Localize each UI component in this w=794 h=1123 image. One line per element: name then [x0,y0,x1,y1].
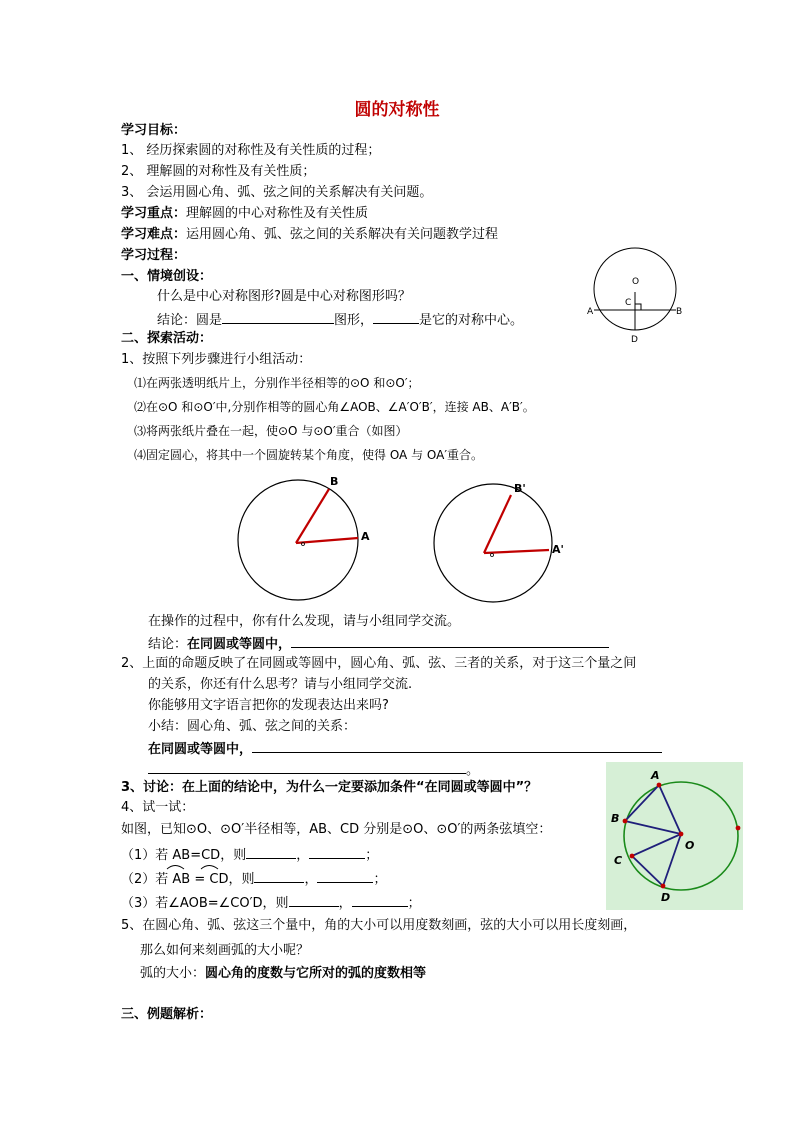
goal-item-2: 2、 理解圆的对称性及有关性质； [121,164,316,179]
section1-question: 什么是中心对称图形?圆是中心对称图形吗？ [157,289,411,304]
label-B: B [330,475,339,488]
try-item-1: （1）若 AB=CD，则 ， ； [121,845,378,865]
label-C: C [625,298,632,308]
answer-blank[interactable] [289,893,339,907]
section3-heading: 三、例题解析： [121,1007,213,1022]
answer-blank[interactable] [148,760,466,774]
arc-measure-line [140,965,426,983]
conclusion-mid: 图形， [334,313,374,328]
section1-conclusion [157,310,523,330]
step-3: ⑶将两张纸片叠在一起，使⊙O 与⊙O′重合（如图） [134,424,408,438]
goals-heading: 学习目标： [121,123,187,138]
try-heading: 4、试一试： [121,800,195,815]
step-2: ⑵在⊙O 和⊙O′中,分别作相等的圆心角∠AOB、∠A′O′B′，连接 AB、A′B′。 [134,400,535,414]
after-figure-text: 在操作的过程中，你有什么发现，请与小组同学交流。 [148,614,461,629]
key-point-text: 理解圆的中心对称性及有关性质 [186,206,369,221]
label-B: B [611,812,620,825]
key-point-line [121,205,368,223]
answer-blank[interactable] [352,893,408,907]
circle-symmetry-figure [584,240,694,350]
summary-line-2: 。 [148,760,479,780]
question-2-line-2: 的关系，你还有什么思考？请与小组同学交流. [148,677,413,692]
page-title: 圆的对称性 [354,100,440,120]
answer-blank[interactable] [309,845,365,859]
question-5-line-1: 5、在圆心角、弧、弦这三个量中，角的大小可以用度数刻画，弦的大小可以用长度刻画， [121,918,637,933]
difficult-point-label: 学习难点： [121,227,187,242]
difficult-point-line [121,226,498,244]
label-C: C [614,854,623,867]
goal-item-3: 3、 会运用圆心角、弧、弦之间的关系解决有关问题。 [121,185,433,200]
conclusion-label: 结论： [148,637,188,652]
chords-figure [606,762,743,910]
try-item-2: （2）若 AB = CD，则 ， ； [121,869,387,889]
answer-blank[interactable] [252,739,662,753]
conclusion-prefix: 结论：圆是 [157,313,223,328]
answer-blank[interactable] [222,310,334,324]
section2-conclusion [148,634,609,654]
question-5-line-2: 那么如何来刻画弧的大小呢？ [140,943,310,958]
key-point-label: 学习重点： [121,206,187,221]
arc-label: 弧的大小： [140,966,206,981]
label-A: A [651,769,660,782]
arc-text: 圆心角的度数与它所对的弧的度数相等 [205,966,427,981]
rotation-figure-left [230,470,380,600]
label-D: D [661,891,671,904]
step-intro: 1、按照下列步骤进行小组活动： [121,352,312,367]
conclusion-end: 是它的对称中心。 [419,313,524,328]
answer-blank[interactable] [373,310,419,324]
goal-item-1: 1、 经历探索圆的对称性及有关性质的过程； [121,143,381,158]
label-B: B [676,307,683,317]
label-A: A [587,307,594,317]
question-2-line-1: 2、上面的命题反映了在同圆或等圆中，圆心角、弧、弦、三者的关系，对于这三个量之间 [121,656,637,671]
section2-heading: 二、探索活动： [121,331,213,346]
try-item-3: （3）若∠AOB=∠CO′D，则 ， ； [121,893,421,913]
difficult-point-text: 运用圆心角、弧、弦之间的关系解决有关问题教学过程 [186,227,499,242]
label-D: D [631,335,638,345]
section1-heading: 一、情境创设： [121,269,213,284]
answer-blank[interactable] [291,634,609,648]
answer-blank[interactable] [317,869,373,883]
process-heading: 学习过程： [121,248,187,263]
summary-line [148,739,662,759]
question-2-line-3: 你能够用文字语言把你的发现表达出来吗? [148,698,389,713]
summary-text: 在同圆或等圆中， [148,742,253,757]
rotation-figure-right [428,476,578,606]
answer-blank[interactable] [246,845,296,859]
label-A-prime: A' [552,543,564,556]
label-B-prime: B' [514,482,526,495]
conclusion-text: 在同圆或等圆中， [187,637,292,652]
arc-marks [165,862,245,870]
label-A: A [361,530,370,543]
label-O: O [685,839,695,852]
step-4: ⑷固定圆心，将其中一个圆旋转某个角度，使得 OA 与 OA′重合。 [134,448,484,462]
summary-label: 小结：圆心角、弧、弦之间的关系： [148,719,357,734]
label-O: O [632,277,640,287]
step-1: ⑴在两张透明纸片上，分别作半径相等的⊙O 和⊙O′； [134,376,420,390]
try-intro: 如图，已知⊙O、⊙O′半径相等，AB、CD 分别是⊙O、⊙O′的两条弦填空： [121,822,552,837]
answer-blank[interactable] [254,869,304,883]
discuss-question: 3、讨论：在上面的结论中，为什么一定要添加条件“在同圆或等圆中”？ [121,780,538,795]
